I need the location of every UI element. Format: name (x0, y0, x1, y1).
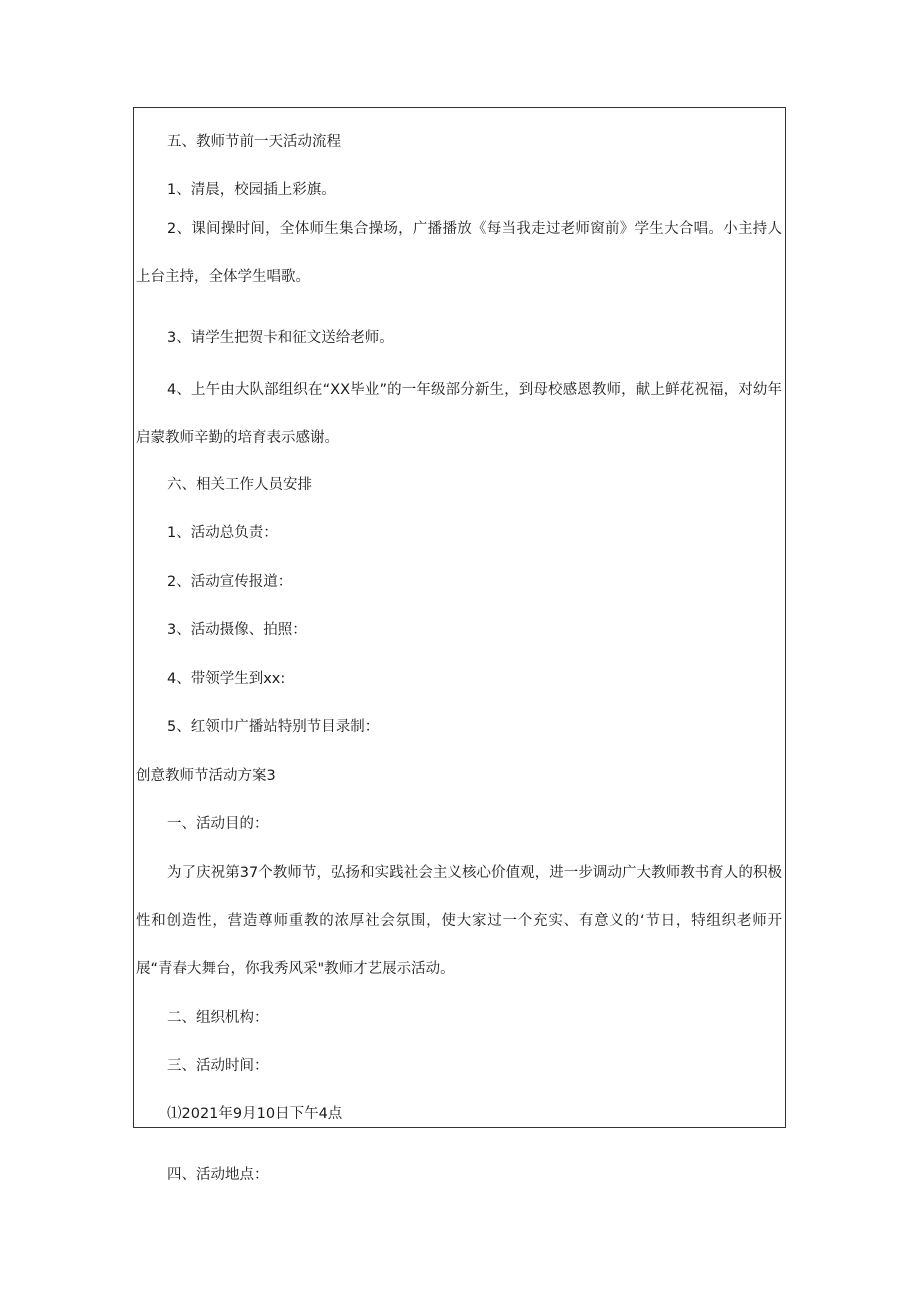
paragraph: 5、红领巾广播站特别节目录制： (167, 719, 380, 735)
paragraph: 1、清晨，校园插上彩旗。 (167, 182, 336, 198)
paragraph: 2、活动宣传报道： (167, 574, 293, 590)
paragraph: ⑴2021年9月10日下午4点 (167, 1106, 343, 1122)
paragraph: 2、课间操时间，全体师生集合操场，广播播放《每当我走过老师窗前》学生大合唱。小主持人上台主持，全体学生唱歌。 (136, 221, 782, 285)
paragraph: 3、请学生把贺卡和征文送给老师。 (167, 330, 394, 346)
section-heading-6: 六、相关工作人员安排 (167, 477, 312, 493)
paragraph: 3、活动摄像、拍照： (167, 622, 307, 638)
section-heading-3: 三、活动时间： (167, 1058, 269, 1074)
paragraph: 4、带领学生到xx: (167, 671, 286, 687)
document-subtitle: 创意教师节活动方案3 (136, 768, 276, 784)
section-heading-5: 五、教师节前一天活动流程 (167, 134, 341, 150)
paragraph: 1、活动总负责： (167, 525, 278, 541)
paragraph: 为了庆祝第37个教师节，弘扬和实践社会主义核心价值观，进一步调动广大教师教书育人的积极性和创造性，营造尊师重教的浓厚社会氛围，使大家过一个充实、有意义的‘节日，特组织老师开展“青春大舞台，你我秀风采"教师才艺展示活动。 (136, 865, 782, 977)
section-heading-4: 四、活动地点： (167, 1167, 269, 1183)
section-heading-2: 二、组织机构： (167, 1010, 269, 1026)
paragraph: 4、上午由大队部组织在“XX毕业”的一年级部分新生，到母校感恩教师，献上鲜花祝福，对幼年启蒙教师辛勤的培育表示感谢。 (136, 382, 782, 446)
section-heading-1: 一、活动目的： (167, 816, 269, 832)
